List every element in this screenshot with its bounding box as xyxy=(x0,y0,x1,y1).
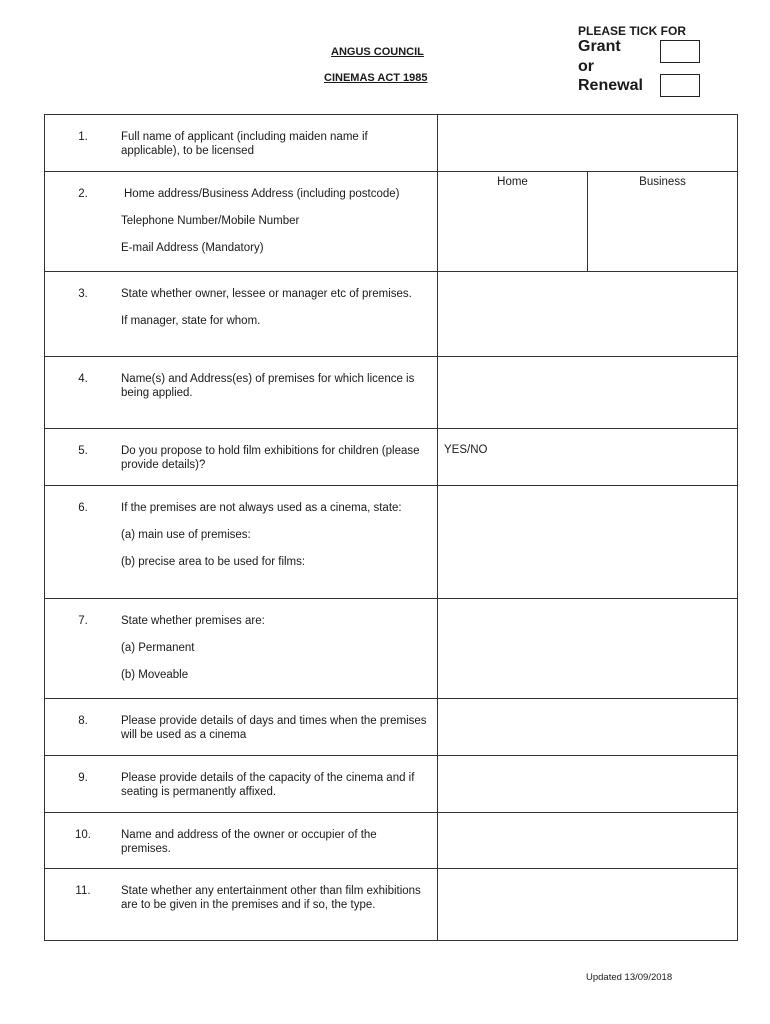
row-number: 3. xyxy=(78,288,88,300)
answer-field[interactable] xyxy=(438,599,738,699)
answer-field[interactable] xyxy=(438,115,738,172)
question-text: Telephone Number/Mobile Number xyxy=(121,215,300,227)
form-row xyxy=(45,357,738,429)
row-question xyxy=(121,429,438,486)
question-text: Name(s) and Address(es) of premises for which licence is being applied. xyxy=(121,373,415,399)
row-question xyxy=(121,486,438,599)
yes-no-label: YES/NO xyxy=(444,444,488,456)
grant-label: Grant xyxy=(578,38,621,55)
answer-field[interactable] xyxy=(438,272,738,357)
address-answer-group xyxy=(438,172,738,272)
row-number: 5. xyxy=(78,445,88,457)
renewal-checkbox[interactable] xyxy=(660,74,700,97)
row-number: 8. xyxy=(78,715,88,727)
row-question xyxy=(121,115,438,172)
answer-field[interactable] xyxy=(438,699,738,756)
question-text: State whether any entertainment other than film exhibitions are to be given in the premises and if so, the type. xyxy=(121,885,421,911)
row-question xyxy=(121,272,438,357)
question-text: (a) main use of premises: xyxy=(121,529,251,541)
question-text: Full name of applicant (including maiden name if applicable), to be licensed xyxy=(121,131,368,157)
form-row xyxy=(45,869,738,941)
council-title: ANGUS COUNCIL xyxy=(331,46,424,58)
tick-instruction: PLEASE TICK FOR xyxy=(578,24,687,38)
or-label: or xyxy=(578,58,594,75)
row-number: 1. xyxy=(78,131,88,143)
answer-field[interactable] xyxy=(438,756,738,813)
home-address-field[interactable] xyxy=(438,172,588,271)
question-text: E-mail Address (Mandatory) xyxy=(121,242,264,254)
form-row xyxy=(45,813,738,869)
question-text: Please provide details of the capacity of the cinema and if seating is permanently affixed. xyxy=(121,772,415,798)
grant-checkbox[interactable] xyxy=(660,40,700,63)
row-question xyxy=(121,699,438,756)
home-column-label: Home xyxy=(497,176,528,188)
form-row xyxy=(45,429,738,486)
row-number: 2. xyxy=(78,188,88,200)
answer-field[interactable] xyxy=(438,357,738,429)
question-text: State whether owner, lessee or manager etc of premises. xyxy=(121,288,412,300)
business-column-label: Business xyxy=(639,176,686,188)
form-row xyxy=(45,172,738,272)
row-number: 9. xyxy=(78,772,88,784)
form-row xyxy=(45,699,738,756)
question-text: State whether premises are: xyxy=(121,615,265,627)
row-question xyxy=(121,599,438,699)
yes-no-field[interactable] xyxy=(438,429,738,486)
question-text: Home address/Business Address (including postcode) xyxy=(124,188,400,200)
form-row xyxy=(45,486,738,599)
answer-field[interactable] xyxy=(438,869,738,941)
row-question xyxy=(121,869,438,941)
question-text: If the premises are not always used as a cinema, state: xyxy=(121,502,402,514)
answer-field[interactable] xyxy=(438,486,738,599)
application-form-table xyxy=(44,114,738,941)
question-text: (b) Moveable xyxy=(121,669,189,681)
question-text: If manager, state for whom. xyxy=(121,315,261,327)
question-text: Do you propose to hold film exhibitions for children (please provide details)? xyxy=(121,445,420,471)
form-row xyxy=(45,756,738,813)
question-text: Please provide details of days and times when the premises will be used as a cinema xyxy=(121,715,427,741)
answer-field[interactable] xyxy=(438,813,738,869)
row-question xyxy=(121,756,438,813)
act-title: CINEMAS ACT 1985 xyxy=(324,72,428,84)
renewal-label: Renewal xyxy=(578,77,643,94)
row-question xyxy=(121,172,438,272)
updated-date: Updated 13/09/2018 xyxy=(586,972,673,983)
question-text: Name and address of the owner or occupier of the premises. xyxy=(121,829,377,855)
row-question xyxy=(121,813,438,869)
row-number: 7. xyxy=(78,615,88,627)
form-row xyxy=(45,272,738,357)
question-text: (a) Permanent xyxy=(121,642,195,654)
question-text: (b) precise area to be used for films: xyxy=(121,556,306,568)
form-row xyxy=(45,599,738,699)
form-row xyxy=(45,115,738,172)
row-number: 10. xyxy=(75,829,91,841)
row-number: 6. xyxy=(78,502,88,514)
business-address-field[interactable] xyxy=(588,172,737,271)
row-number: 4. xyxy=(78,373,88,385)
row-question xyxy=(121,357,438,429)
row-number: 11. xyxy=(75,885,91,897)
